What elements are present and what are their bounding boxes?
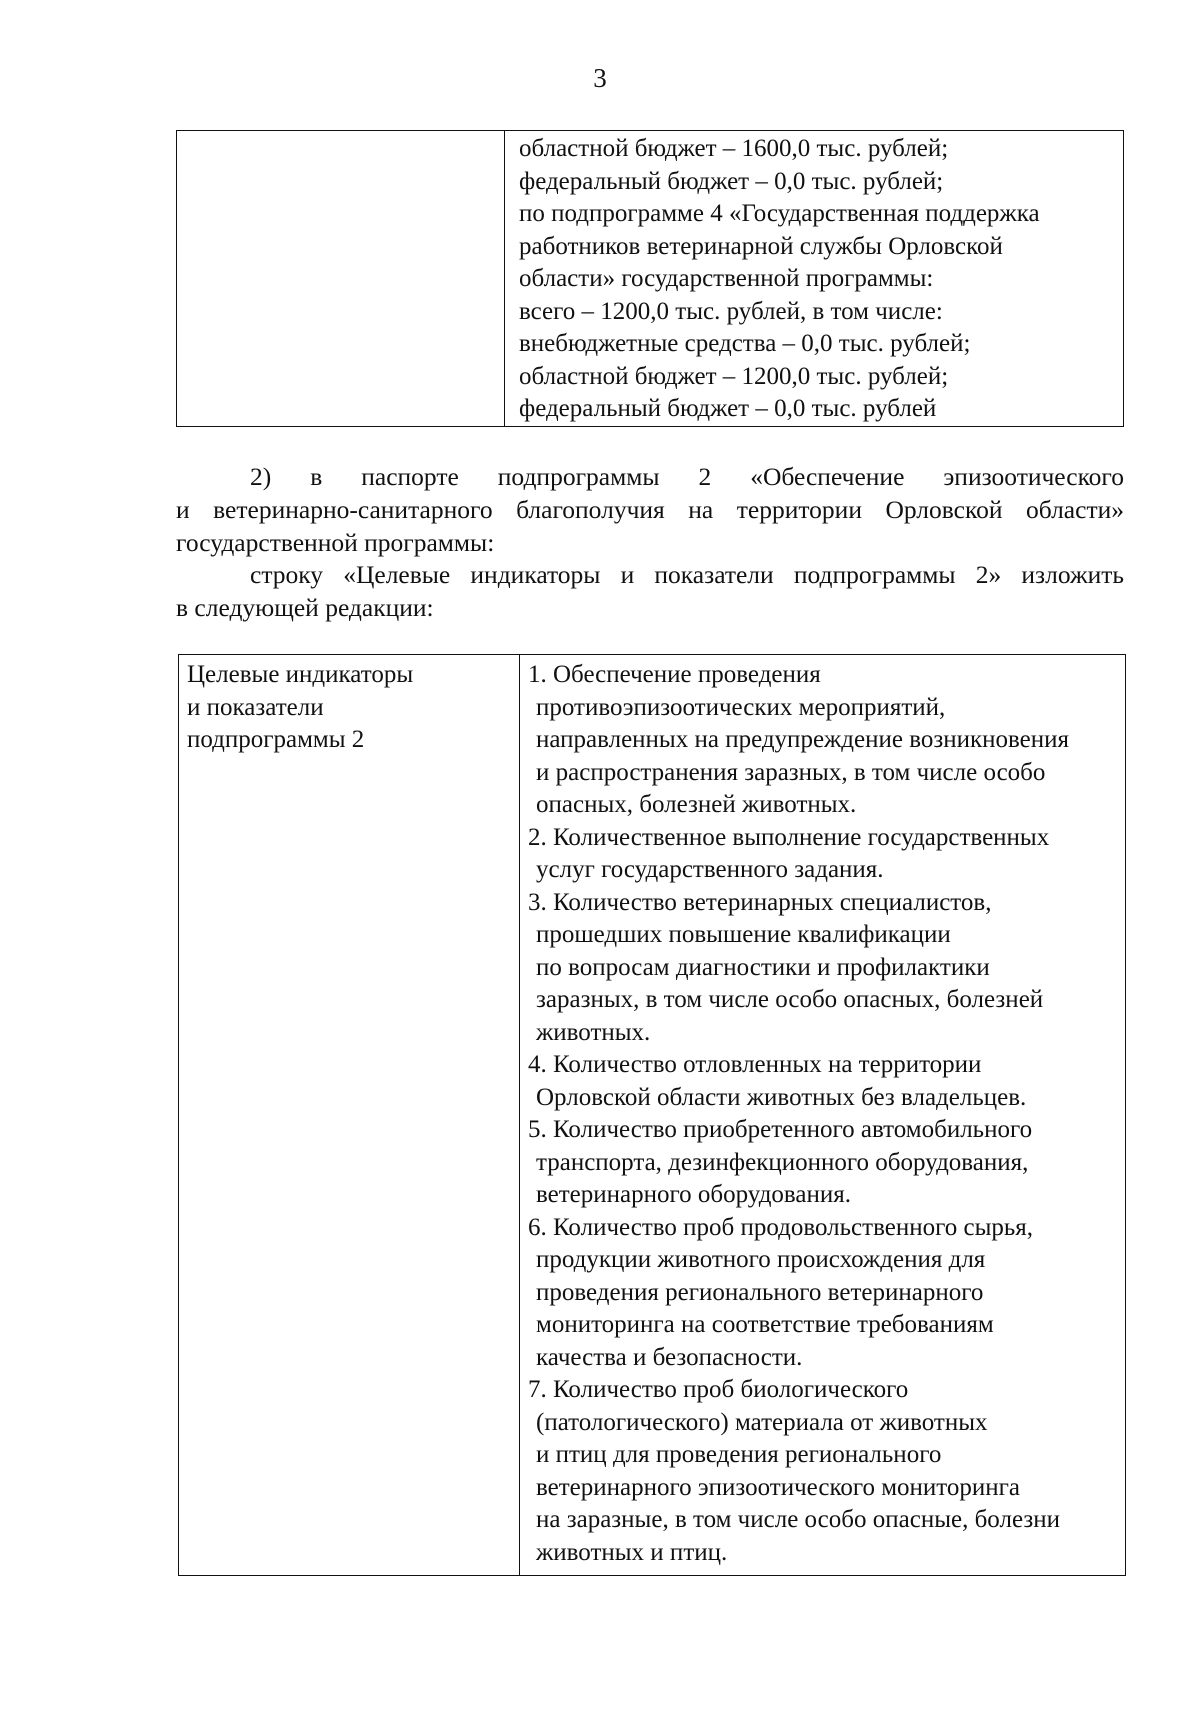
indicator-line: качества и безопасности. [536,1343,803,1371]
indicator-line: животных. [536,1018,651,1046]
indicator-line: заразных, в том числе особо опасных, болезней [536,986,1044,1013]
label-line: Целевые индикаторы [187,661,414,688]
indicator-line: проведения регионального ветеринарного [536,1278,984,1306]
table-line: федеральный бюджет – 0,0 тыс. рублей; [519,167,944,195]
paragraph-line: государственной программы: [176,528,495,557]
paragraph-line: строку «Целевые индикаторы и показатели подпрограммы 2» изложить [250,560,1124,589]
indicator-item-6 [528,1212,1123,1375]
table-line: внебюджетные средства – 0,0 тыс. рублей; [519,330,971,357]
indicator-item-3 [528,887,1123,1050]
table-line: федеральный бюджет – 0,0 тыс. рублей [519,395,937,422]
paragraph-line: 2) в паспорте подпрограммы 2 «Обеспечение эпизоотического [250,462,1124,491]
indicator-line: (патологического) материала от животных [536,1408,988,1436]
indicators-label-cell [179,655,520,1576]
indicator-line: транспорта, дезинфекционного оборудования, [536,1148,1029,1176]
funding-table [176,130,1124,427]
paragraph-line: в следующей редакции: [176,593,434,622]
indicator-line: опасных, болезней животных. [536,791,857,818]
table-row [179,655,1126,1576]
indicator-line: Орловской области животных без владельцев. [536,1083,1027,1111]
table-cell-empty [177,131,505,427]
indicator-line: ветеринарного оборудования. [536,1181,852,1208]
indicator-line: и птиц для проведения регионального [536,1441,942,1468]
indicator-line: мониторинга на соответствие требованиям [536,1311,994,1338]
indicator-item-1 [528,659,1123,822]
label-line: подпрограммы 2 [187,726,365,753]
indicator-item-5 [528,1114,1123,1212]
indicator-line: и распространения заразных, в том числе особо [536,758,1046,786]
indicator-line: по вопросам диагностики и профилактики [536,953,990,981]
table-line: областной бюджет – 1600,0 тыс. рублей; [519,135,949,162]
indicator-line: животных и птиц. [536,1538,728,1566]
paragraph-amendment [176,460,1124,559]
label-line: и показатели [187,693,324,721]
indicator-line: 1. Обеспечение проведения [528,661,821,688]
indicator-line: противоэпизоотических мероприятий, [536,693,946,721]
table-line: по подпрограмме 4 «Государственная поддержка [519,200,1040,227]
indicator-line: на заразные, в том числе особо опасные, болезни [536,1506,1060,1533]
table-row [177,131,1124,427]
table-line: всего – 1200,0 тыс. рублей, в том числе: [519,297,943,325]
indicator-item-4 [528,1049,1123,1114]
table-line: областной бюджет – 1200,0 тыс. рублей; [519,362,949,390]
indicators-list-cell [520,655,1126,1576]
indicator-line: 5. Количество приобретенного автомобильного [528,1116,1033,1143]
indicator-item-7 [528,1374,1123,1569]
indicator-item-2 [528,822,1123,887]
paragraph-line: и ветеринарно-санитарного благополучия на территории Орловской области» [176,495,1124,524]
table-line: работников ветеринарной службы Орловской [519,232,1003,260]
indicator-line: 3. Количество ветеринарных специалистов, [528,888,992,916]
indicator-line: направленных на предупреждение возникновения [536,726,1070,753]
indicator-line: 4. Количество отловленных на территории [528,1051,982,1078]
paragraph-instruction [176,558,1124,624]
indicator-line: продукции животного происхождения для [536,1246,986,1273]
funding-details-cell [505,131,1124,427]
indicator-line: ветеринарного эпизоотического мониторинга [536,1473,1021,1501]
table-line: области» государственной программы: [519,265,934,292]
indicator-line: прошедших повышение квалификации [536,921,951,948]
indicator-line: 6. Количество проб продовольственного сырья, [528,1213,1034,1241]
page-number: 3 [593,63,607,93]
indicator-line: 2. Количественное выполнение государственных [528,823,1050,851]
indicators-table [178,654,1126,1576]
indicator-line: услуг государственного задания. [536,856,884,883]
indicator-line: 7. Количество проб биологического [528,1376,909,1403]
